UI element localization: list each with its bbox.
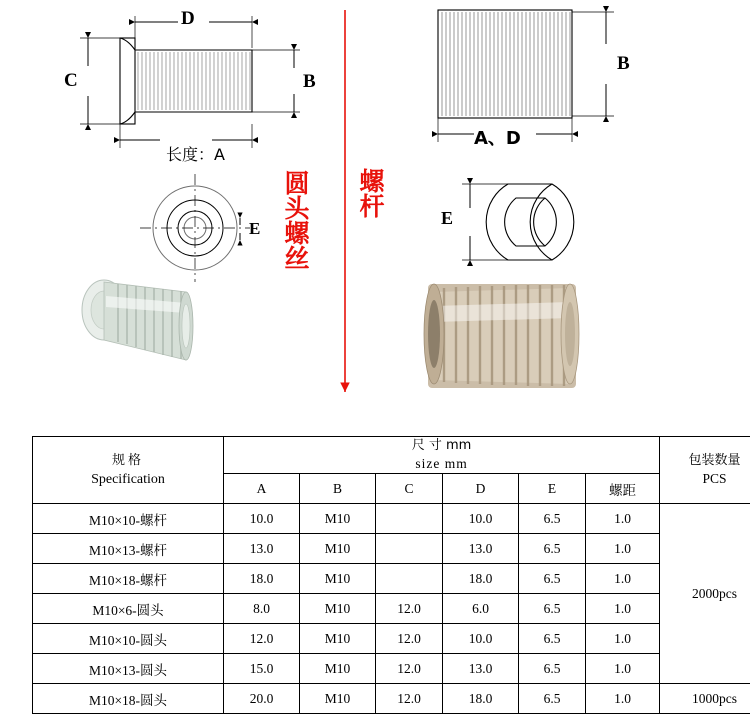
dim-label-AD: A、D (474, 124, 521, 150)
cell-c: 12.0 (376, 684, 443, 714)
cell-c (376, 534, 443, 564)
header-col-a: A (224, 474, 300, 504)
dim-label-C: C (64, 70, 78, 92)
table-row (33, 534, 750, 564)
cell-pitch: 1.0 (586, 594, 660, 624)
cell-spec: M10×13-螺杆 (33, 534, 224, 564)
table-row (33, 684, 750, 714)
cell-pitch: 1.0 (586, 684, 660, 714)
dim-label-E-right: E (441, 208, 453, 229)
cell-spec: M10×6-圆头 (33, 594, 224, 624)
cell-e: 6.5 (519, 594, 586, 624)
left-view-threads (138, 52, 250, 110)
cell-spec: M10×13-圆头 (33, 654, 224, 684)
photo-threaded-sleeve (424, 284, 579, 388)
header-col-d: D (443, 474, 519, 504)
cell-spec: M10×10-螺杆 (33, 504, 224, 534)
cell-b: M10 (300, 534, 376, 564)
left-view-head-curve (120, 38, 135, 124)
dim-label-D: D (181, 8, 195, 30)
dim-label-E-left: E (249, 219, 260, 239)
cell-c: 12.0 (376, 624, 443, 654)
header-col-e: E (519, 474, 586, 504)
cell-a: 20.0 (224, 684, 300, 714)
specification-table (32, 436, 750, 714)
cell-c: 12.0 (376, 594, 443, 624)
table-row (33, 504, 750, 534)
dim-label-A: 长度：A (166, 142, 225, 165)
table-row (33, 654, 750, 684)
cell-pitch: 1.0 (586, 564, 660, 594)
header-dimensions (224, 437, 660, 474)
cell-d: 18.0 (443, 564, 519, 594)
right-end-view (486, 184, 574, 260)
right-view-threads (442, 12, 570, 116)
header-specification-en: Specification (33, 470, 223, 489)
cell-b: M10 (300, 564, 376, 594)
cell-d: 18.0 (443, 684, 519, 714)
photo-round-head-screw (82, 280, 193, 360)
cell-a: 13.0 (224, 534, 300, 564)
cell-d: 6.0 (443, 594, 519, 624)
header-specification-cn: 规格 (33, 451, 223, 470)
dim-label-B-right: B (617, 53, 630, 75)
cell-d: 10.0 (443, 624, 519, 654)
header-col-pitch: 螺距 (586, 474, 660, 504)
cell-b: M10 (300, 594, 376, 624)
right-end-view-extension (462, 184, 508, 260)
cell-a: 18.0 (224, 564, 300, 594)
cell-d: 10.0 (443, 504, 519, 534)
header-col-b: B (300, 474, 376, 504)
cell-e: 6.5 (519, 684, 586, 714)
table-row (33, 564, 750, 594)
cell-b: M10 (300, 504, 376, 534)
table-row (33, 624, 750, 654)
cell-b: M10 (300, 684, 376, 714)
label-round-head-screw: 圆头螺丝 (283, 170, 311, 270)
header-package-qty-cn: 包装数量 (660, 452, 750, 470)
header-package-qty-en: PCS (660, 470, 750, 488)
cell-c: 12.0 (376, 654, 443, 684)
header-dimensions-en: size mm (224, 455, 659, 473)
header-package-qty (660, 437, 750, 504)
header-dimensions-cn: 尺 寸 mm (224, 437, 659, 455)
cell-b: M10 (300, 624, 376, 654)
cell-pitch: 1.0 (586, 534, 660, 564)
cell-package-qty-main: 2000pcs (660, 504, 750, 684)
header-specification (33, 437, 224, 504)
cell-a: 15.0 (224, 654, 300, 684)
cell-b: M10 (300, 654, 376, 684)
cell-e: 6.5 (519, 504, 586, 534)
cell-d: 13.0 (443, 534, 519, 564)
cell-a: 10.0 (224, 504, 300, 534)
cell-pitch: 1.0 (586, 654, 660, 684)
cell-e: 6.5 (519, 534, 586, 564)
specification-table-wrap (32, 436, 718, 714)
table-row (33, 594, 750, 624)
left-end-view-centerlines (140, 174, 250, 282)
cell-a: 8.0 (224, 594, 300, 624)
cell-spec: M10×18-圆头 (33, 684, 224, 714)
header-col-c: C (376, 474, 443, 504)
cell-a: 12.0 (224, 624, 300, 654)
cell-pitch: 1.0 (586, 504, 660, 534)
cell-c (376, 564, 443, 594)
cell-pitch: 1.0 (586, 624, 660, 654)
cell-e: 6.5 (519, 624, 586, 654)
cell-d: 13.0 (443, 654, 519, 684)
cell-package-qty-last: 1000pcs (660, 684, 750, 714)
cell-spec: M10×10-圆头 (33, 624, 224, 654)
cell-e: 6.5 (519, 564, 586, 594)
dim-label-B-left: B (303, 71, 316, 93)
table-header-row-1 (33, 437, 750, 474)
cell-e: 6.5 (519, 654, 586, 684)
cell-c (376, 504, 443, 534)
label-stud: 螺杆 (358, 168, 386, 218)
cell-spec: M10×18-螺杆 (33, 564, 224, 594)
